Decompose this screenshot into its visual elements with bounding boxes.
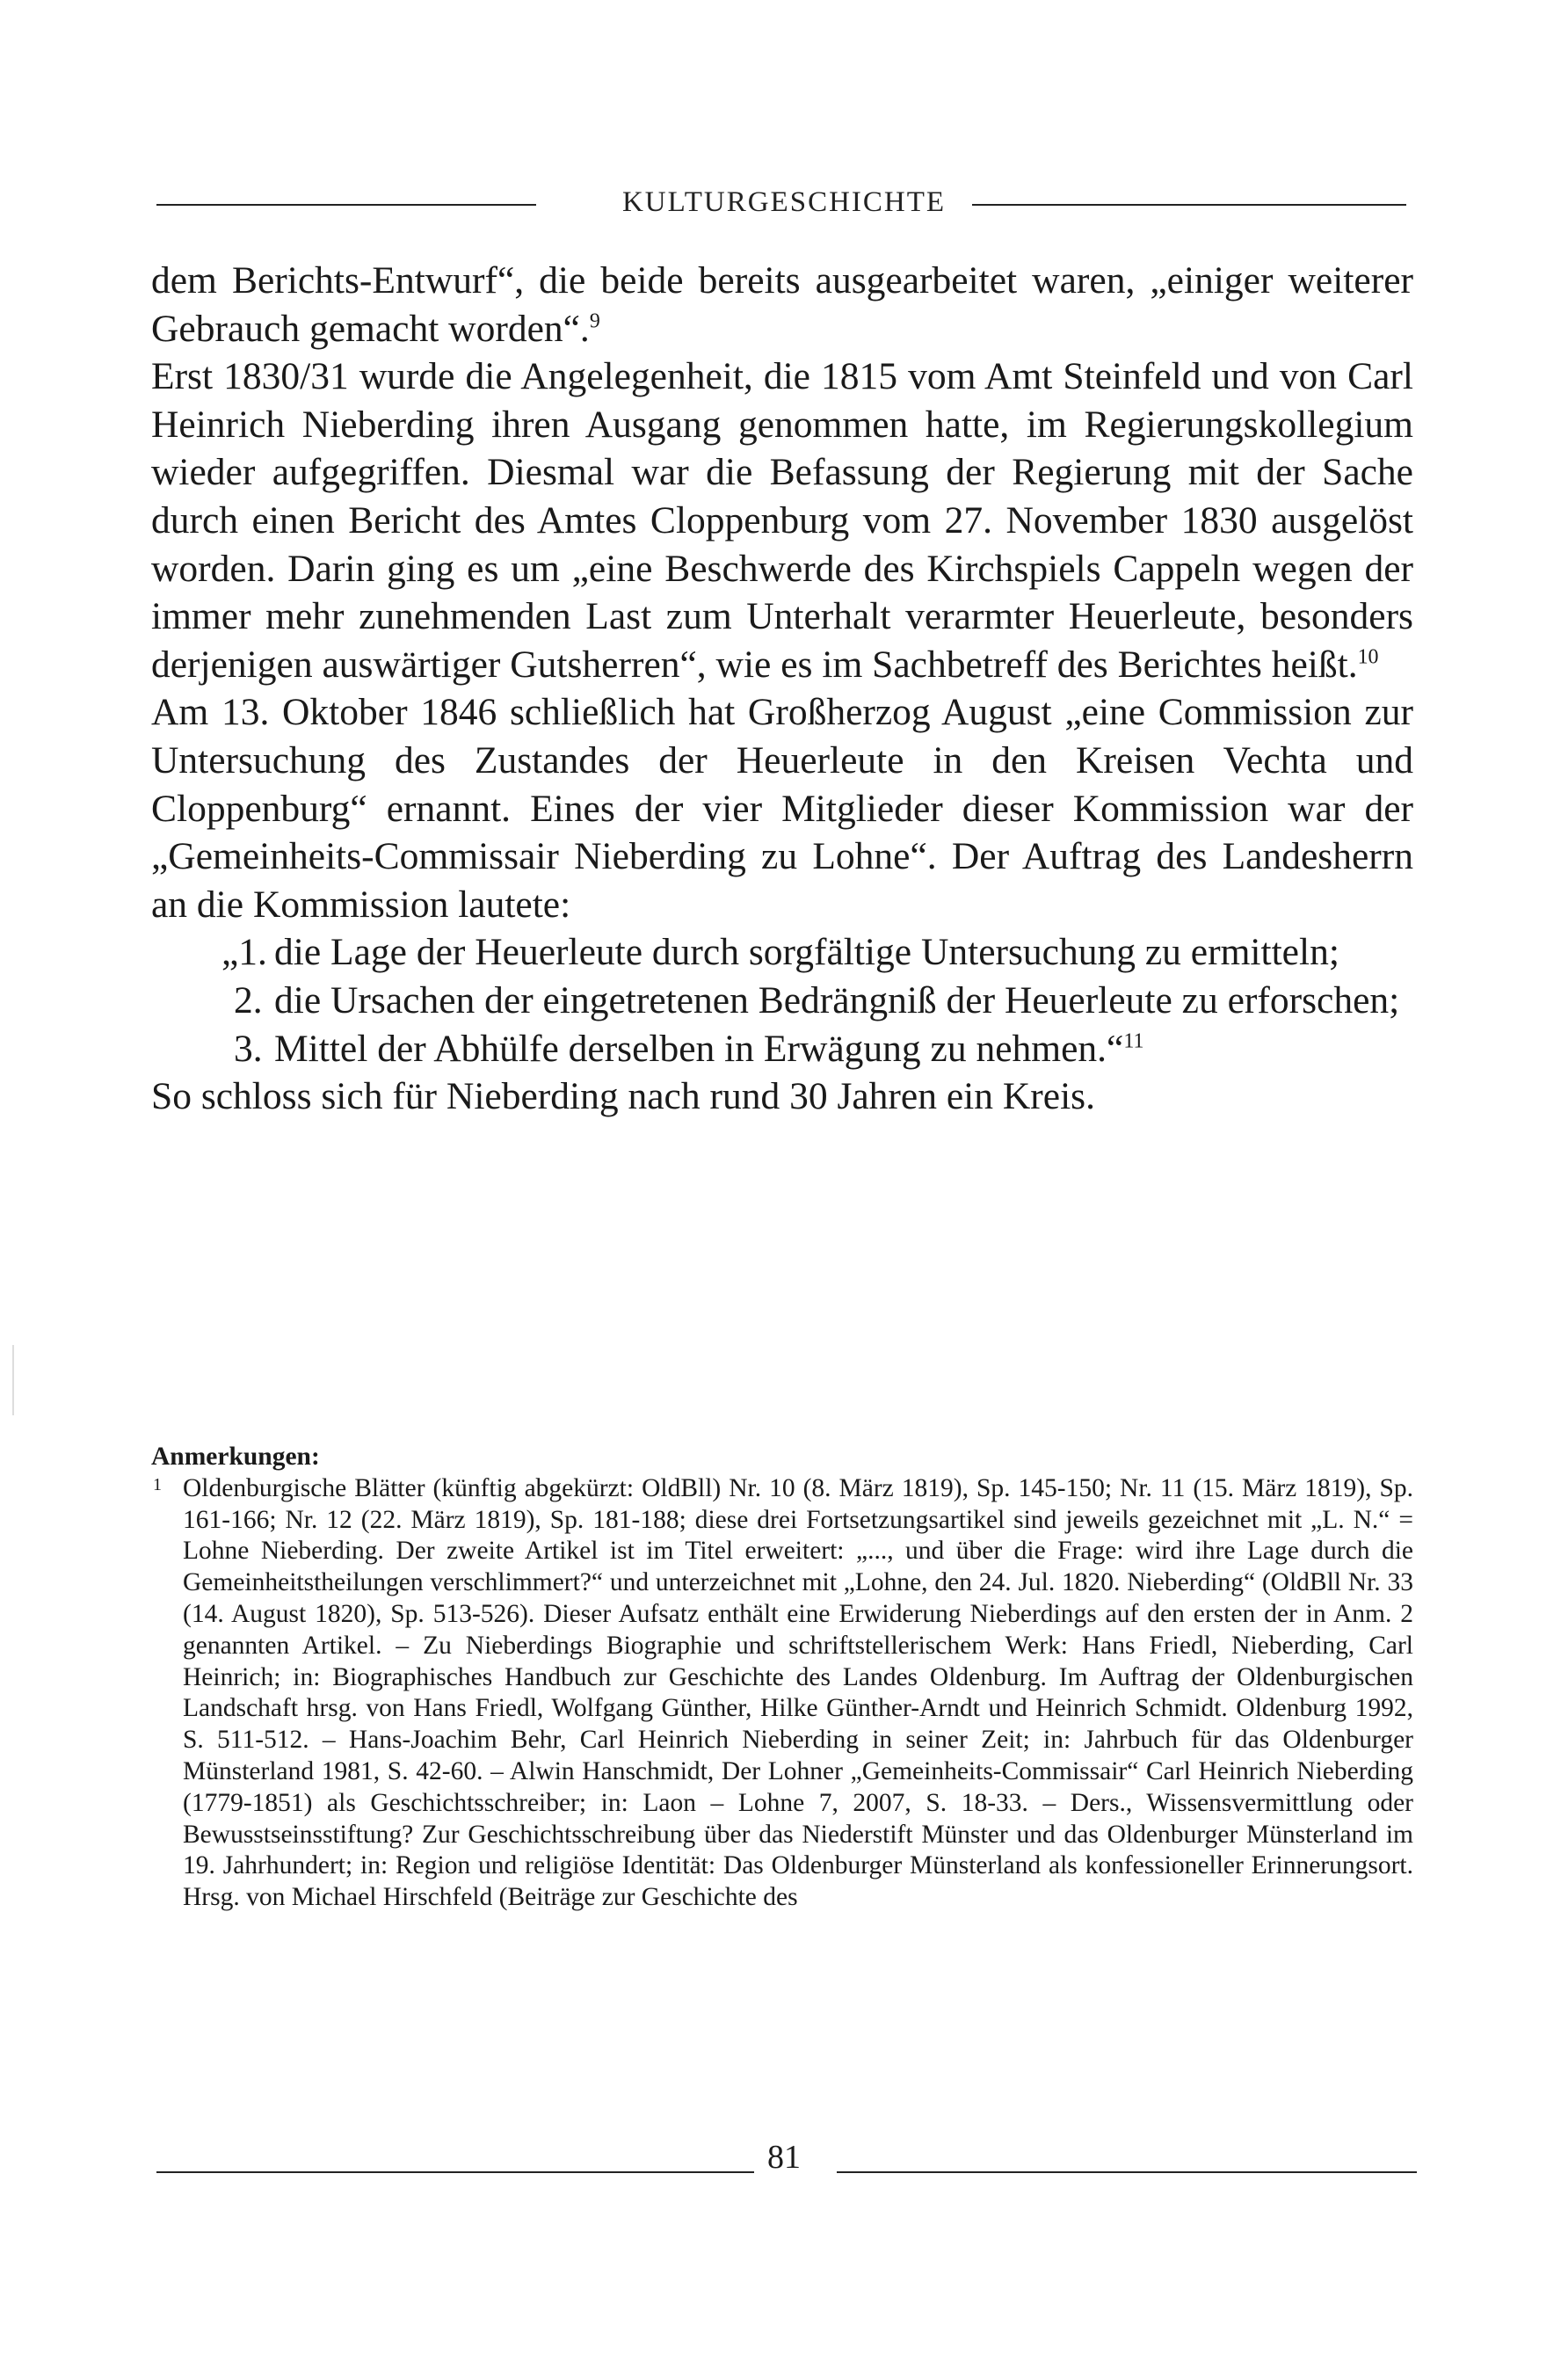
paragraph	[151, 353, 1413, 688]
main-text	[151, 257, 1413, 1121]
paragraph-text: Am 13. Oktober 1846 schließlich hat Großherzog August „eine Commission zur Untersuchung des Zustandes der Heuerleute in den Kreisen Vechta und Cloppenburg“ ernannt. Eines der vier Mitglieder dieser Kommission war der „Gemeinheits-Commissair Nieberding zu Lohne“. Der Auftrag des Landesherrn an die Kommission lautete:	[151, 691, 1413, 926]
page-number: 81	[767, 2139, 801, 2176]
list-item	[221, 977, 1413, 1025]
footnote-ref: 10	[1357, 645, 1379, 669]
notes-heading: Anmerkungen:	[151, 1443, 320, 1471]
list-text: die Lage der Heuerleute durch sorgfältige Untersuchung zu ermitteln;	[274, 931, 1339, 974]
footnote-number: 1	[153, 1474, 162, 1494]
paragraph	[151, 257, 1413, 353]
list-item	[221, 1025, 1413, 1073]
header-rule-right	[972, 204, 1406, 206]
margin-mark	[12, 1345, 14, 1415]
list-number: 2.	[234, 978, 263, 1021]
paragraph	[151, 1072, 1413, 1121]
footnote-text: Oldenburgische Blätter (künftig abgekürzt: OldBll) Nr. 10 (8. März 1819), Sp. 145-150; Nr. 11 (15. März 1819), Sp. 161-166; Nr. 12 (22. März 1819), Sp. 181-188; diese drei Fortsetzungsartikel sind jeweils gezeichnet mit „L. N.“ = Lohne Nieberding. Der zweite Artikel ist im Titel erweitert: „..., und über die Frage: wird ihre Lage durch die Gemeinheitstheilungen verschlimmert?“ und unterzeichnet mit „Lohne, den 24. Jul. 1820. Nieberding“ (OldBll Nr. 33 (14. August 1820), Sp. 513-526). Dieser Aufsatz enthält eine Erwiderung Nieberdings auf den ersten der in Anm. 2 genannten Artikel. – Zu Nieberdings Biographie und schriftstellerischem Werk: Hans Friedl, Nieberding, Carl Heinrich; in: Biographisches Handbuch zur Geschichte des Landes Oldenburg. Im Auftrag der Oldenburgischen Landschaft hrsg. von Hans Friedl, Wolfgang Günther, Hilke Günther-Arndt und Heinrich Schmidt. Oldenburg 1992, S. 511-512. – Hans-Joachim Behr, Carl Heinrich Nieberding in seiner Zeit; in: Jahrbuch für das Oldenburger Münsterland 1981, S. 42-60. – Alwin Hanschmidt, Der Lohner „Gemeinheits-Commissair“ Carl Heinrich Nieberding (1779-1851) als Geschichtsschreiber; in: Laon – Lohne 7, 2007, S. 18-33. – Ders., Wissensvermittlung oder Bewusstseinsstiftung? Zur Geschichtsschreibung über das Niederstift Münster und das Oldenburger Münsterland im 19. Jahrhundert; in: Region und religiöse Identität: Das Oldenburger Münsterland als konfessioneller Erinnerungsort. Hrsg. von Michael Hirschfeld (Beiträge zur Geschichte des	[183, 1473, 1413, 1912]
paragraph	[151, 688, 1413, 928]
footnote	[151, 1473, 1413, 1914]
footer-rule-right	[837, 2171, 1417, 2173]
footnotes	[151, 1442, 1413, 1914]
list-text: Mittel der Abhülfe derselben in Erwägung zu nehmen.“	[274, 1027, 1124, 1070]
list-text: die Ursachen der eingetretenen Bedrängniß der Heuerleute zu erforschen;	[274, 978, 1400, 1021]
list-number: „1.	[221, 931, 267, 974]
running-header: KULTURGESCHICHTE	[621, 186, 947, 218]
footnote-ref: 9	[589, 309, 600, 333]
list-text-wrap	[221, 1025, 1413, 1073]
list-item	[221, 928, 1413, 977]
paragraph-text: Erst 1830/31 wurde die Angelegenheit, die 1815 vom Amt Steinfeld und von Carl Heinrich Nieberding ihren Ausgang genommen hatte, im Regierungskollegium wieder aufgegriffen. Diesmal war die Befassung der Regierung mit der Sache durch einen Bericht des Amtes Cloppenburg vom 27. November 1830 ausgelöst worden. Darin ging es um „eine Beschwerde des Kirchspiels Cappeln wegen der immer mehr zunehmenden Last zum Unterhalt verarmter Heuerleute, besonders derjenigen auswärtiger Gutsherren“, wie es im Sachbetreff des Berichtes heißt.	[151, 355, 1413, 686]
list-number: 3.	[234, 1027, 263, 1070]
paragraph-text: So schloss sich für Nieberding nach rund 30 Jahren ein Kreis.	[151, 1075, 1095, 1118]
footnote-ref: 11	[1123, 1029, 1144, 1052]
paragraph-text: dem Berichts-Entwurf“, die beide bereits ausgearbeitet waren, „einiger weiterer Gebrauch gemacht worden“.	[151, 259, 1413, 350]
